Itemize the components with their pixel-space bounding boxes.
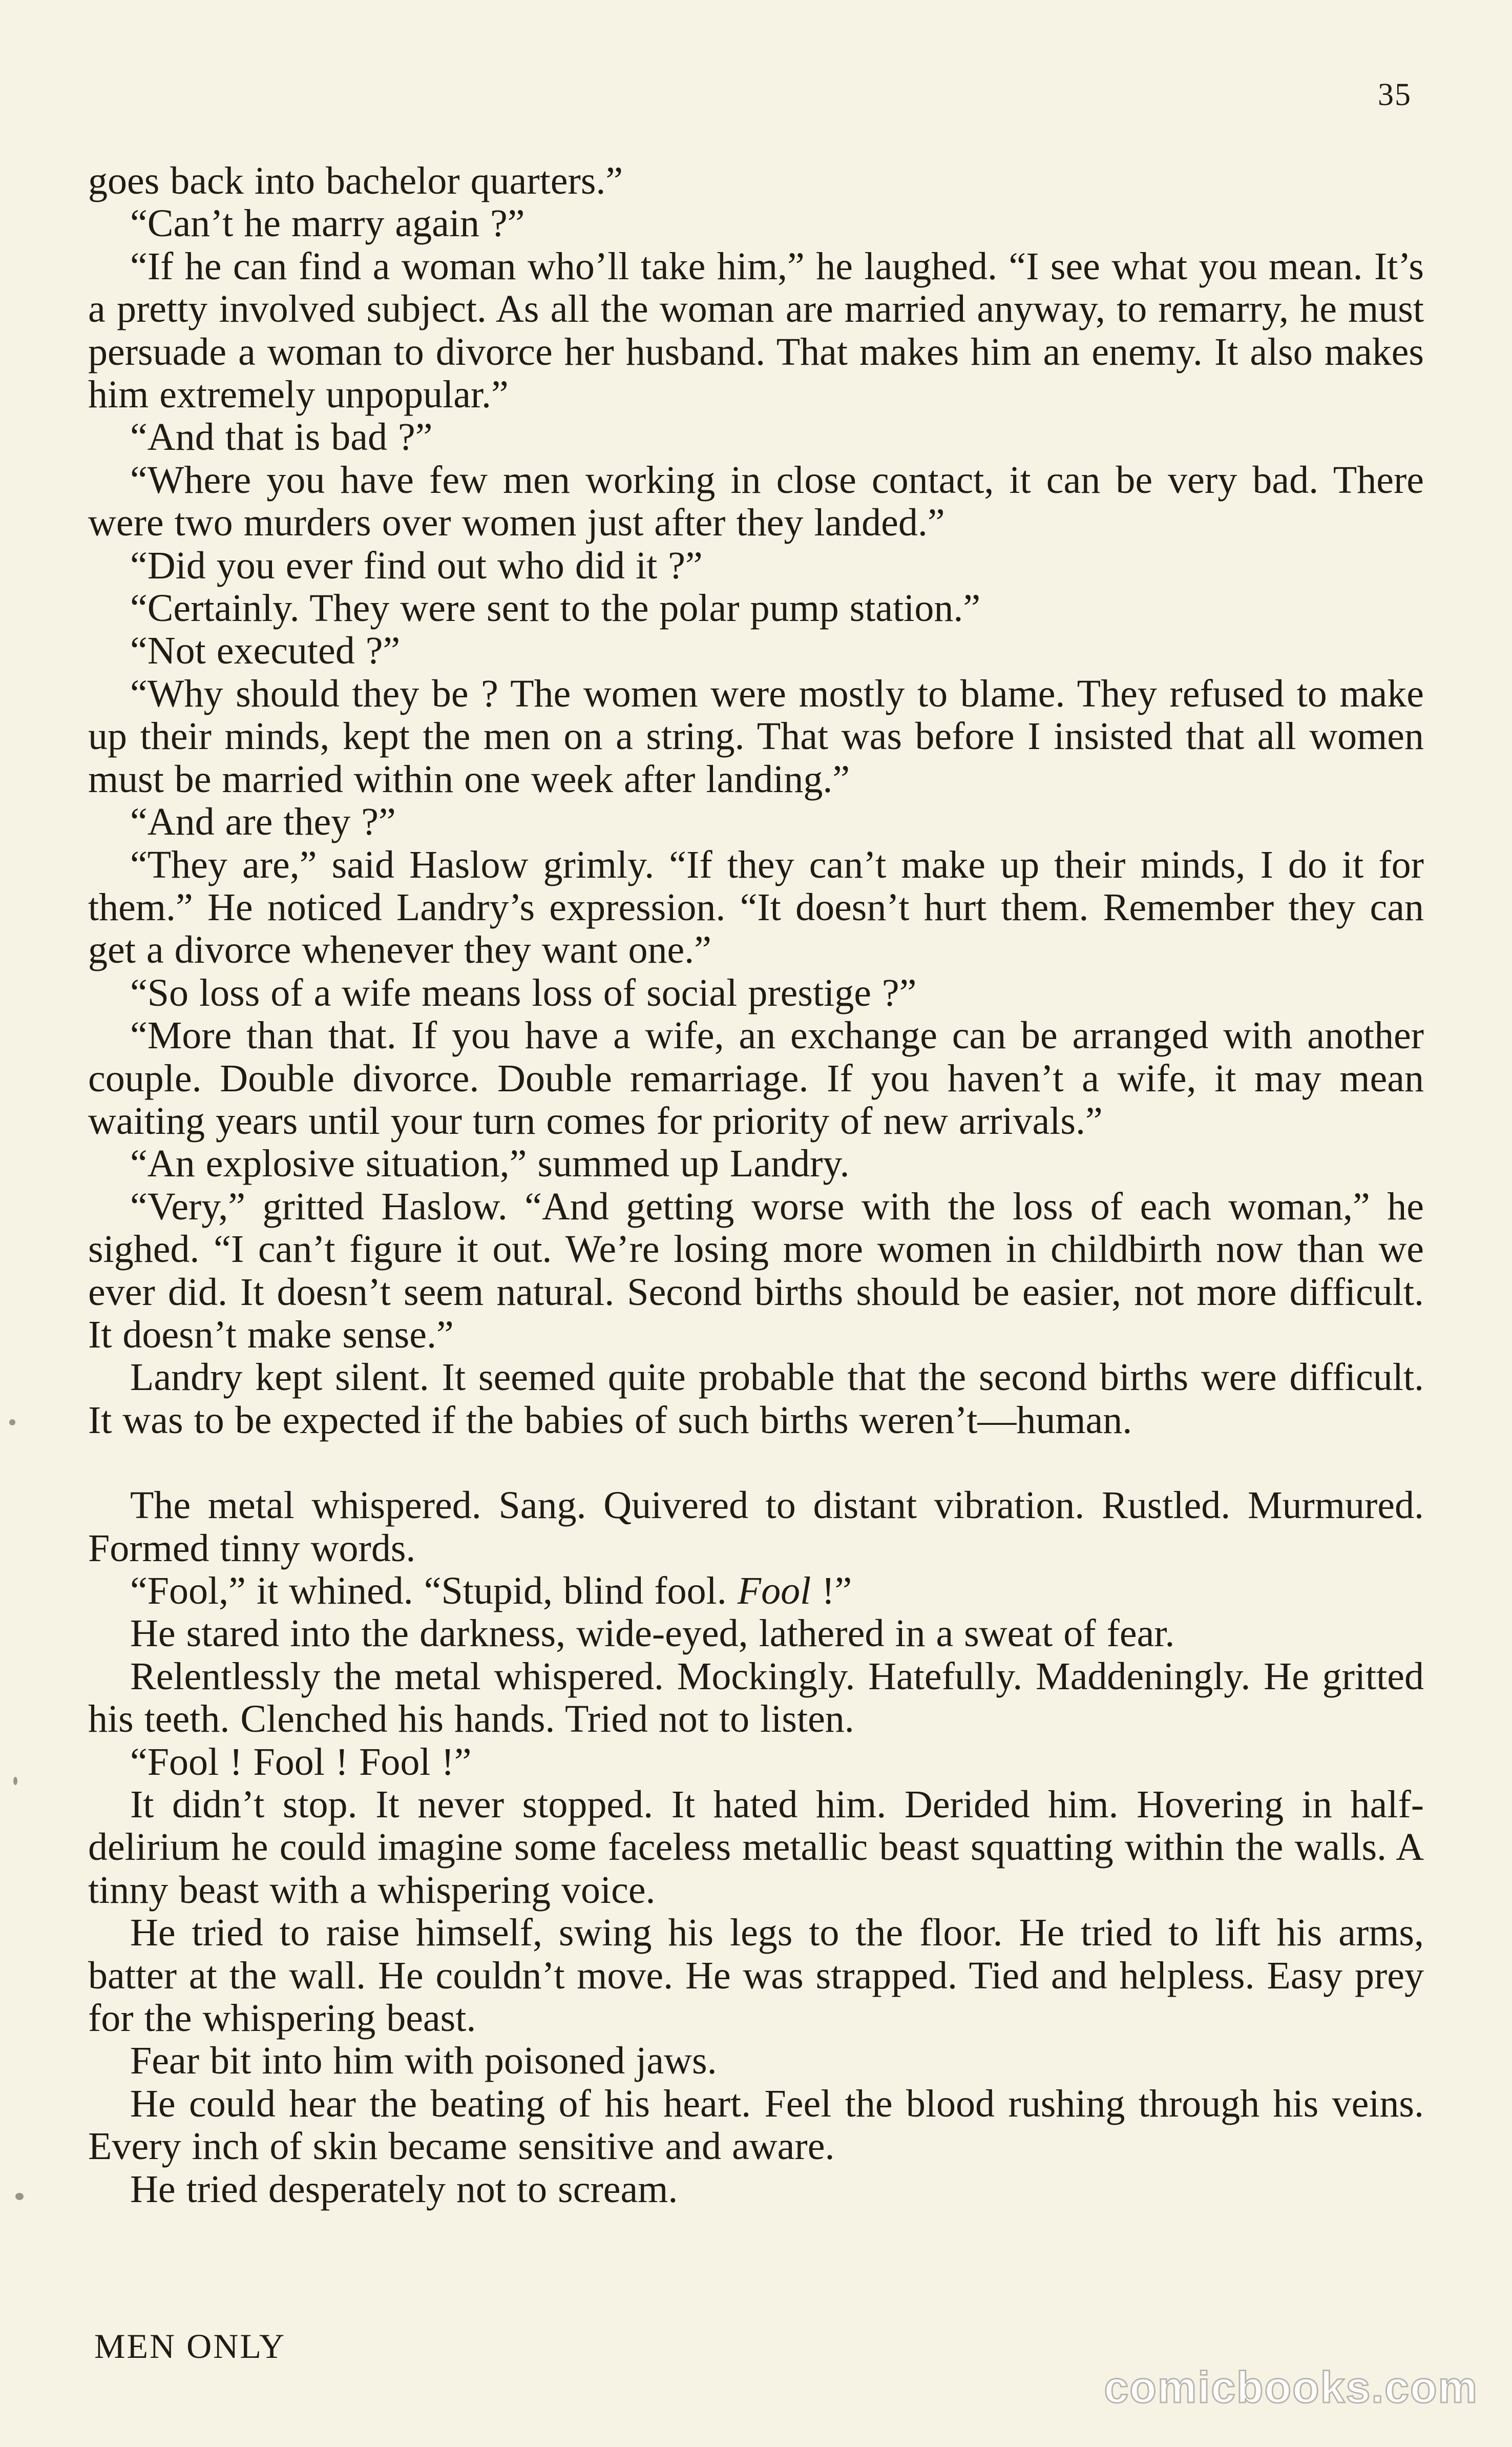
paragraph: Landry kept silent. It seemed quite probable that the second births were difficult. It was to be expected if the babies of such births weren’t—human. (88, 1356, 1424, 1442)
page-number: 35 (1378, 77, 1412, 112)
paragraph: “Where you have few men working in close contact, it can be very bad. There were two murders over women just after they landed.” (88, 458, 1424, 545)
paper-speck (15, 2193, 24, 2200)
section-opening-paragraph: The metal whispered. Sang. Quivered to distant vibration. Rustled. Murmured. Formed tinny words. (88, 1484, 1424, 1570)
watermark: comicbooks.com (1104, 2363, 1478, 2412)
paragraph: He stared into the darkness, wide-eyed, lathered in a sweat of fear. (130, 1612, 1175, 1655)
paragraph: He tried to raise himself, swing his legs to the floor. He tried to lift his arms, batter at the wall. He couldn’t move. He was strapped. Tied and helpless. Easy prey for the whispering beast. (88, 1911, 1424, 2040)
paragraph: “And that is bad ?” (130, 416, 433, 459)
paragraph: He tried desperately not to scream. (130, 2167, 678, 2211)
paragraph: Fear bit into him with poisoned jaws. (130, 2039, 717, 2083)
paragraph: “They are,” said Haslow grimly. “If they can’t make up their minds, I do it for them.” He noticed Landry’s expression. “It doesn’t hurt them. Remember they can get a divorce whenever they want one.” (88, 843, 1424, 972)
magazine-footer: MEN ONLY (94, 2327, 286, 2366)
paragraph: “Very,” gritted Haslow. “And getting worse with the loss of each woman,” he sighed. “I can’t figure it out. We’re losing more women in childbirth now than we ever did. It doesn’t seem natural. Second births should be easier, not more difficult. It doesn’t make sense.” (88, 1185, 1424, 1356)
paragraph: “Why should they be ? The women were mostly to blame. They refused to make up their minds, kept the men on a string. That was before I insisted that all women must be married within one week after landing.” (88, 672, 1424, 801)
paragraph: Relentlessly the metal whispered. Mockingly. Hatefully. Maddeningly. He gritted his teeth. Clenched his hands. Tried not to listen. (88, 1654, 1424, 1741)
paragraph: “If he can find a woman who’ll take him,” he laughed. “I see what you mean. It’s a pretty involved subject. As all the woman are married anyway, to remarry, he must persuade a woman to divorce her husband. That makes him an enemy. It also makes him extremely unpopular.” (88, 244, 1424, 417)
paper-speck (13, 1777, 17, 1785)
paragraph: He could hear the beating of his heart. Feel the blood rushing through his veins. Every inch of skin became sensitive and aware. (88, 2082, 1424, 2168)
paragraph: “Certainly. They were sent to the polar pump station.” (130, 587, 981, 630)
emphasis-text: Fool (737, 1569, 811, 1612)
paragraph: “Did you ever find out who did it ?” (130, 544, 703, 587)
body-text (88, 160, 1424, 2211)
paragraph: “And are they ?” (130, 800, 396, 844)
paragraph: “Fool ! Fool ! Fool !” (130, 1740, 472, 1784)
paragraph (88, 1570, 1424, 1612)
paragraph: goes back into bachelor quarters.” (88, 159, 623, 202)
paragraph: “Can’t he marry again ?” (130, 202, 525, 245)
paragraph-text: !” (811, 1569, 852, 1612)
paragraph: “More than that. If you have a wife, an exchange can be arranged with another couple. Double divorce. Double remarriage. If you haven’t a wife, it may mean waiting years until your turn comes for priority of new arrivals.” (88, 1014, 1424, 1143)
paper-speck (9, 1419, 15, 1425)
paragraph: “So loss of a wife means loss of social prestige ?” (130, 971, 917, 1014)
paragraph: It didn’t stop. It never stopped. It hated him. Derided him. Hovering in half-delirium he could imagine some faceless metallic beast squatting within the walls. A tinny beast with a whispering voice. (88, 1783, 1424, 1912)
paragraph-text: “Fool,” it whined. “Stupid, blind fool. (130, 1569, 738, 1612)
paragraph: “Not executed ?” (130, 629, 401, 673)
paragraph: “An explosive situation,” summed up Landry. (130, 1142, 850, 1186)
